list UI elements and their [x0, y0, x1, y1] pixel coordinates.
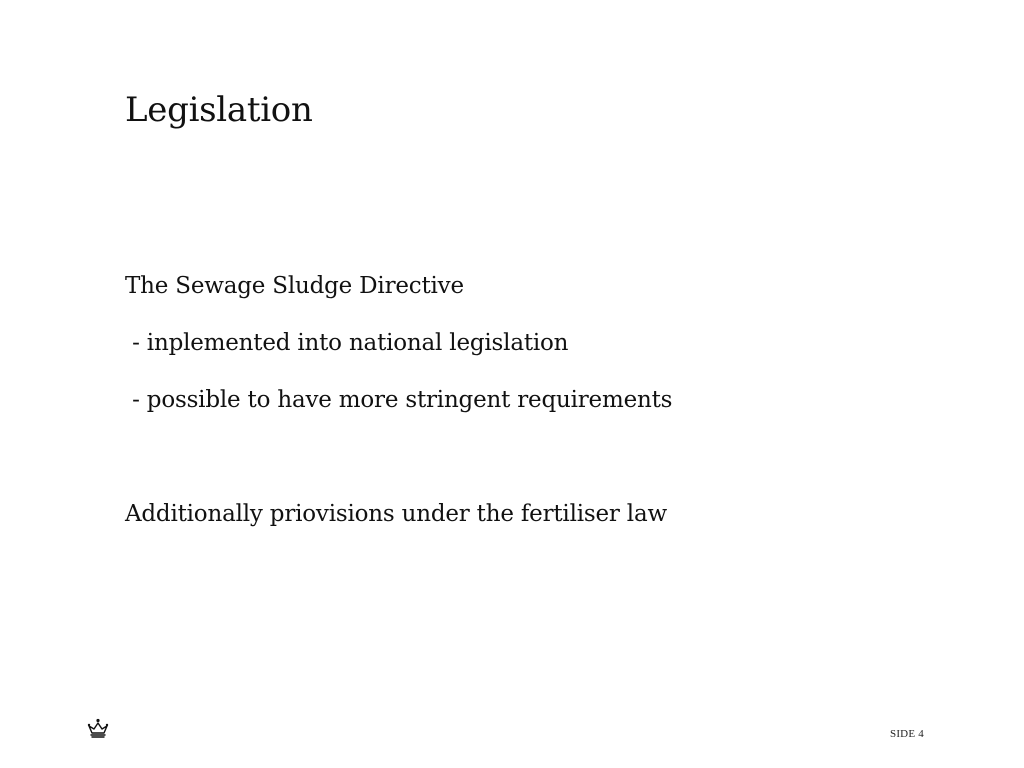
crown-icon	[86, 716, 110, 740]
page-number-label: SIDE 4	[890, 728, 924, 740]
slide-title: Legislation	[125, 90, 313, 130]
body-line-implemented: - inplemented into national legislation	[125, 330, 569, 356]
body-line-directive: The Sewage Sludge Directive	[125, 273, 464, 299]
body-line-stringent: - possible to have more stringent requirements	[125, 387, 673, 413]
body-line-fertiliser-law: Additionally priovisions under the fertiliser law	[125, 501, 667, 527]
